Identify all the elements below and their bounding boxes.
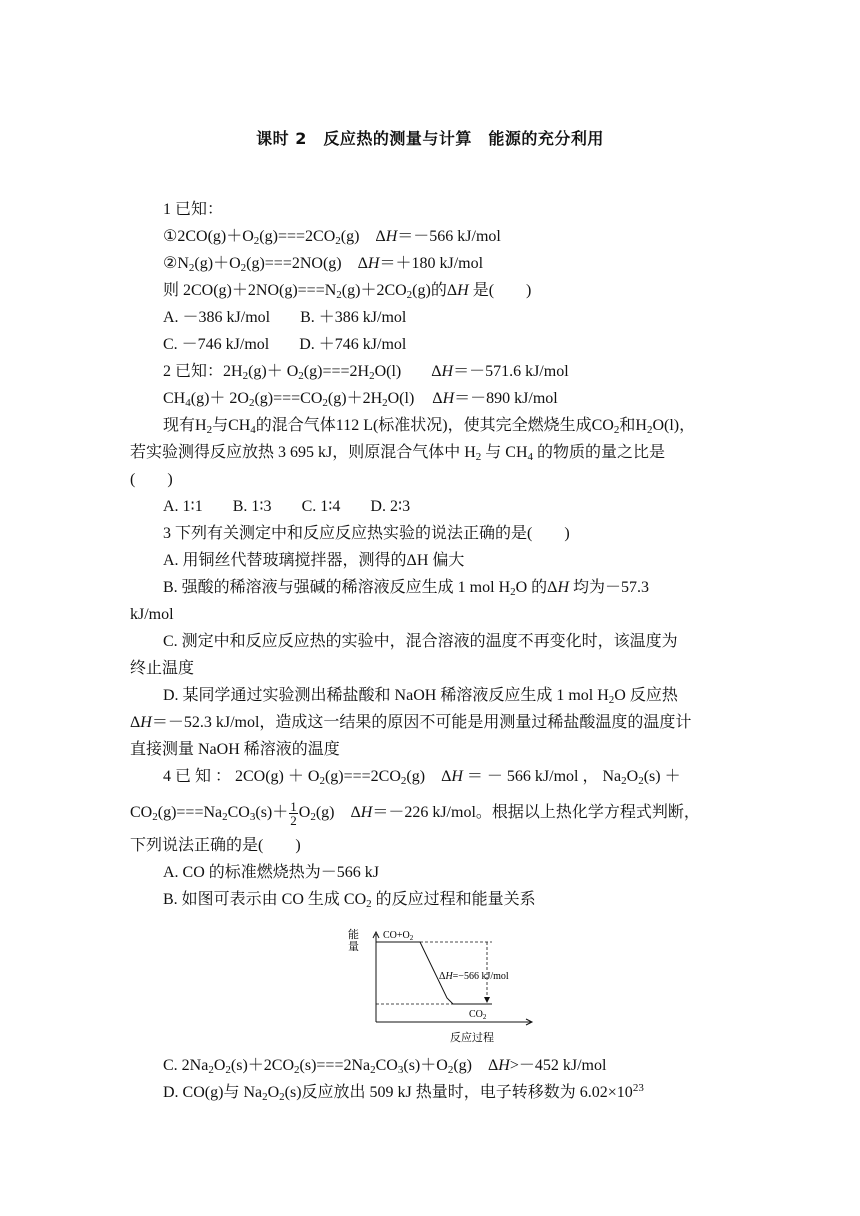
- delta-h-label: ΔH=−566 kJ/mol: [439, 971, 509, 982]
- q2-option-d: D. 2∶3: [370, 498, 411, 515]
- q4-option-d: D. CO(g)与 $Na_2O_2(s)$反应放出 509 kJ 热量时，电子转移数为 $6.02\times 10^{23}$: [163, 1082, 644, 1103]
- q3-stem: 3 下列有关测定中和反应反应热实验的说法正确的是( ): [163, 525, 570, 542]
- q2-equation-2: $CH_4(g)+ 2O_2(g)===CO_2(g)+2H_2O(l)$ ΔH＝－890 kJ/mol: [163, 390, 558, 409]
- q1-options-row-2: [163, 335, 406, 355]
- q1-options-row-1: [163, 308, 406, 328]
- product-label: $CO_2$: [469, 1009, 487, 1021]
- q1-equation-1: $①2CO(g)+O_2(g)===2CO_2(g)$ ΔH＝－566 kJ/mol: [163, 228, 501, 247]
- x-axis-label: 反应过程: [450, 1031, 494, 1044]
- q3-option-b-line-2: kJ/mol: [130, 606, 174, 623]
- q2-stem: 2 已知：$2H_2(g)+ O_2(g)===2H_2O(l)$ ΔH＝－571.6 kJ/mol: [163, 363, 569, 382]
- q3-option-d-line-3: 直接测量 NaOH 稀溶液的温度: [130, 741, 340, 758]
- q3-option-a: A. 用铜丝代替玻璃搅拌器，测得的ΔH 偏大: [163, 552, 465, 569]
- q3-option-c-line-1: C. 测定中和反应反应热的实验中，混合溶液的温度不再变化时，该温度为: [163, 633, 678, 650]
- q3-option-c-line-2: 终止温度: [130, 660, 195, 677]
- q4-stem-line-1: 4 已 知 ： $2CO(g) + O_2(g)===2CO_2(g)$ ΔH ＝ － 566 kJ/mol ， $Na_2O_2(s)$ ＋: [163, 768, 681, 787]
- fraction-one-half: $\frac{1}{2}$: [290, 799, 297, 828]
- q1-stem: 1 已知：: [163, 201, 224, 218]
- page-title: 课时 2 反应热的测量与计算 能源的充分利用: [256, 129, 604, 148]
- q3-option-b-line-1: B. 强酸的稀溶液与强碱的稀溶液反应生成 1 mol $H_2O$ 的ΔH 均为－57.3: [163, 579, 650, 598]
- q4-stem-line-3: 下列说法正确的是( ): [130, 837, 301, 854]
- reactant-label: $CO+O_2$: [383, 930, 414, 942]
- q4-stem-line-2: $CO_2(g)===Na_2CO_3(s)+$ $\frac{1}{2}$ $O_2(g)$ ΔH＝－226 kJ/mol。根据以上热化学方程式判断，: [130, 799, 700, 828]
- q1-option-b: B. ＋386 kJ/mol: [300, 309, 407, 326]
- q4-option-b: B. 如图可表示由 CO 生成 $CO_2$ 的反应过程和能量关系: [163, 891, 536, 910]
- q2-option-c: C. 1∶4: [301, 498, 341, 515]
- q2-option-a: A. 1∶1: [163, 498, 203, 515]
- q3-option-d-line-1: D. 某同学通过实验测出稀盐酸和 NaOH 稀溶液反应生成 1 mol $H_2O$ 反应热: [163, 687, 678, 706]
- q1-option-c: C. －746 kJ/mol: [163, 336, 270, 353]
- energy-diagram: [345, 924, 535, 1050]
- q2-option-b: B. 1∶3: [232, 498, 272, 515]
- q4-option-c: C. $2Na_2O_2(s)+2CO_2(s)===2Na_2CO_3(s)+O_2(g)$ ΔH>－452 kJ/mol: [163, 1057, 607, 1076]
- q1-equation-2: $②N_2(g)+O_2(g)===2NO(g)$ ΔH＝＋180 kJ/mol: [163, 255, 484, 274]
- q1-option-d: D. ＋746 kJ/mol: [299, 336, 407, 353]
- delta-h-arrowhead: [484, 997, 490, 1003]
- y-axis-label: 能量: [348, 928, 359, 953]
- q2-text-2: 若实验测得反应放热 3 695 kJ，则原混合气体中 $H_2$ 与 $CH_4$ 的物质的量之比是: [130, 444, 666, 463]
- q4-option-a: A. CO 的标准燃烧热为－566 kJ: [163, 864, 380, 881]
- q1-question: 则 $2CO(g)+2NO(g)===N_2(g)+2CO_2(g)$的ΔH 是( ): [163, 282, 532, 301]
- q1-option-a: A. －386 kJ/mol: [163, 309, 271, 326]
- q2-text-1: 现有$H_2$与$CH_4$的混合气体112 L(标准状况)，使其完全燃烧生成$CO_2$和$H_2O(l)$，: [163, 417, 696, 436]
- q3-option-d-line-2: ΔH＝－52.3 kJ/mol，造成这一结果的原因不可能是用测量过稀盐酸温度的温度计: [130, 714, 692, 731]
- q2-text-3: ( ): [130, 471, 173, 488]
- q2-options: [163, 497, 410, 517]
